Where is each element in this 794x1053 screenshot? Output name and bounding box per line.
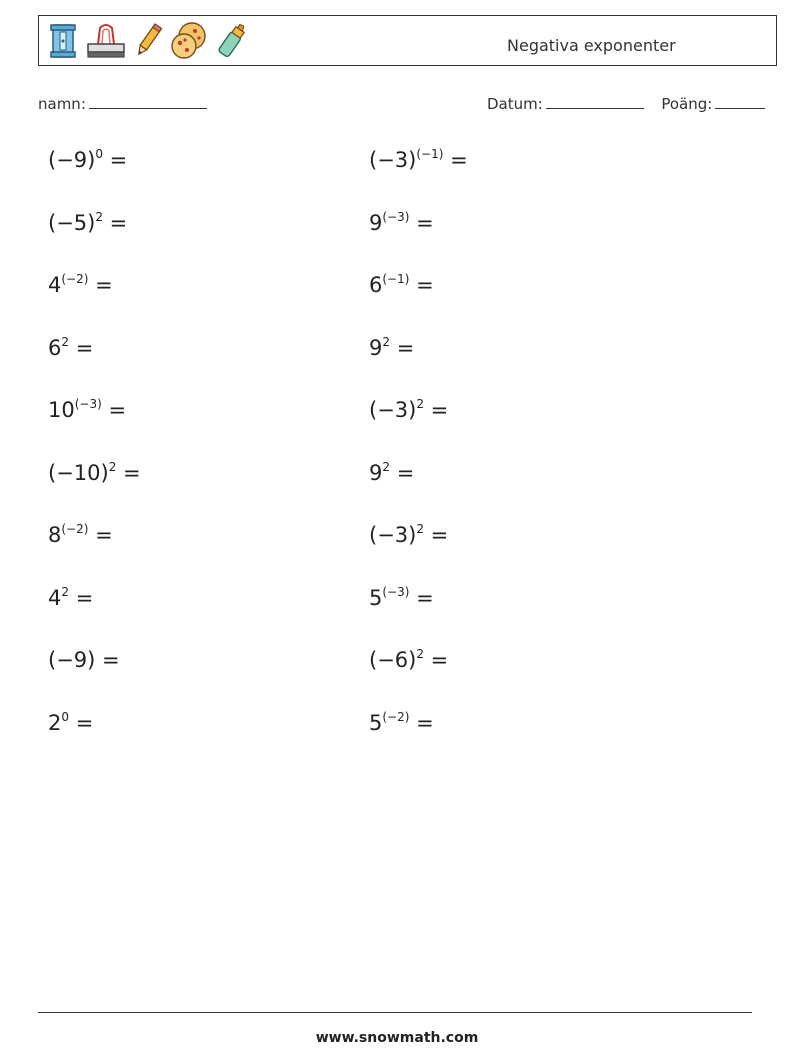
highlighter-icon xyxy=(215,21,249,61)
score-blank[interactable] xyxy=(715,94,765,109)
problem-equals: = xyxy=(416,710,434,735)
problem-base: 5 xyxy=(369,710,383,735)
problem-equals: = xyxy=(396,335,415,360)
problem-item xyxy=(369,398,448,422)
problem-item xyxy=(369,586,434,610)
problem-base: (−10) xyxy=(48,460,109,485)
name-blank[interactable] xyxy=(89,94,207,109)
problem-item xyxy=(48,648,120,672)
problem-exponent: 2 xyxy=(382,459,391,474)
problem-equals: = xyxy=(109,148,128,172)
problem-item xyxy=(369,148,468,172)
problem-item xyxy=(369,336,414,360)
problem-item xyxy=(48,523,113,547)
worksheet-header xyxy=(38,15,777,66)
problem-base: 6 xyxy=(48,335,62,360)
score-label: Poäng: xyxy=(661,95,713,113)
name-label: namn: xyxy=(38,95,86,113)
problem-item xyxy=(369,211,434,235)
date-label: Datum: xyxy=(487,95,543,113)
problem-item xyxy=(48,398,126,422)
problem-exponent: (−3) xyxy=(74,397,102,411)
problem-equals: = xyxy=(108,398,127,422)
problem-base: (−3) xyxy=(369,523,417,547)
problem-equals: = xyxy=(95,523,113,547)
problem-base: 9 xyxy=(369,335,383,360)
problem-exponent: (−3) xyxy=(382,209,410,224)
problem-item xyxy=(48,336,93,360)
problem-base: (−3) xyxy=(369,148,417,172)
problem-exponent: 2 xyxy=(61,584,70,599)
problem-item xyxy=(48,273,113,297)
problem-exponent: 0 xyxy=(61,709,70,724)
binder-clip-icon xyxy=(85,22,127,60)
problem-exponent: 2 xyxy=(61,334,70,349)
problem-equals: = xyxy=(75,335,94,360)
problem-equals: = xyxy=(75,710,94,735)
problem-base: 6 xyxy=(369,273,383,297)
problem-base: 8 xyxy=(48,523,62,547)
problem-equals: = xyxy=(450,148,468,172)
problem-exponent: (−2) xyxy=(61,522,89,536)
problem-base: 10 xyxy=(48,398,75,422)
problem-base: (−6) xyxy=(369,648,417,672)
problem-equals: = xyxy=(109,210,128,235)
problem-base: (−9) xyxy=(48,148,96,172)
problem-equals: = xyxy=(102,648,120,672)
footer-divider xyxy=(38,1012,752,1013)
cookie-icon xyxy=(169,21,209,61)
problem-item xyxy=(369,648,448,672)
problem-exponent: 2 xyxy=(95,209,103,224)
problem-item xyxy=(48,586,93,610)
problem-exponent: (−3) xyxy=(382,584,410,599)
problem-item xyxy=(48,148,127,172)
problem-exponent: 2 xyxy=(416,647,424,661)
problem-equals: = xyxy=(430,523,449,547)
problem-base: (−3) xyxy=(369,398,417,422)
problem-equals: = xyxy=(416,585,434,610)
problem-equals: = xyxy=(416,273,434,297)
worksheet-title: Negativa exponenter xyxy=(507,36,676,55)
problem-base: (−9) xyxy=(48,648,96,672)
problem-item xyxy=(369,523,448,547)
problem-exponent: (−1) xyxy=(382,272,410,286)
problem-equals: = xyxy=(123,460,141,485)
problem-exponent: (−1) xyxy=(416,147,444,161)
date-blank[interactable] xyxy=(546,94,644,109)
problem-equals: = xyxy=(430,648,449,672)
problem-base: 9 xyxy=(369,460,383,485)
problem-exponent: 2 xyxy=(108,459,117,474)
pencil-icon xyxy=(133,21,163,61)
problem-base: 5 xyxy=(369,585,383,610)
problem-equals: = xyxy=(430,398,449,422)
problem-item xyxy=(369,461,414,485)
problem-item xyxy=(48,211,127,235)
problem-item xyxy=(48,461,141,485)
problem-item xyxy=(369,711,434,735)
problem-equals: = xyxy=(95,273,113,297)
problem-exponent: 0 xyxy=(95,147,103,161)
problem-exponent: (−2) xyxy=(382,709,410,724)
problem-exponent: 2 xyxy=(416,397,424,411)
problem-equals: = xyxy=(416,210,434,235)
problem-item xyxy=(369,273,434,297)
problem-base: 9 xyxy=(369,210,383,235)
footer-url: www.snowmath.com xyxy=(315,1030,479,1046)
problem-base: 4 xyxy=(48,585,62,610)
problem-base: (−5) xyxy=(48,210,96,235)
problem-equals: = xyxy=(75,585,94,610)
problem-equals: = xyxy=(396,460,415,485)
problem-item xyxy=(48,711,93,735)
date-score-fields xyxy=(487,94,765,113)
problem-exponent: 2 xyxy=(416,522,424,536)
problem-base: 4 xyxy=(48,273,62,297)
header-icons xyxy=(47,20,249,62)
problem-exponent: (−2) xyxy=(61,272,89,286)
name-field xyxy=(38,94,207,113)
problem-base: 2 xyxy=(48,710,62,735)
problem-exponent: 2 xyxy=(382,334,391,349)
sharpener-icon xyxy=(47,22,79,60)
